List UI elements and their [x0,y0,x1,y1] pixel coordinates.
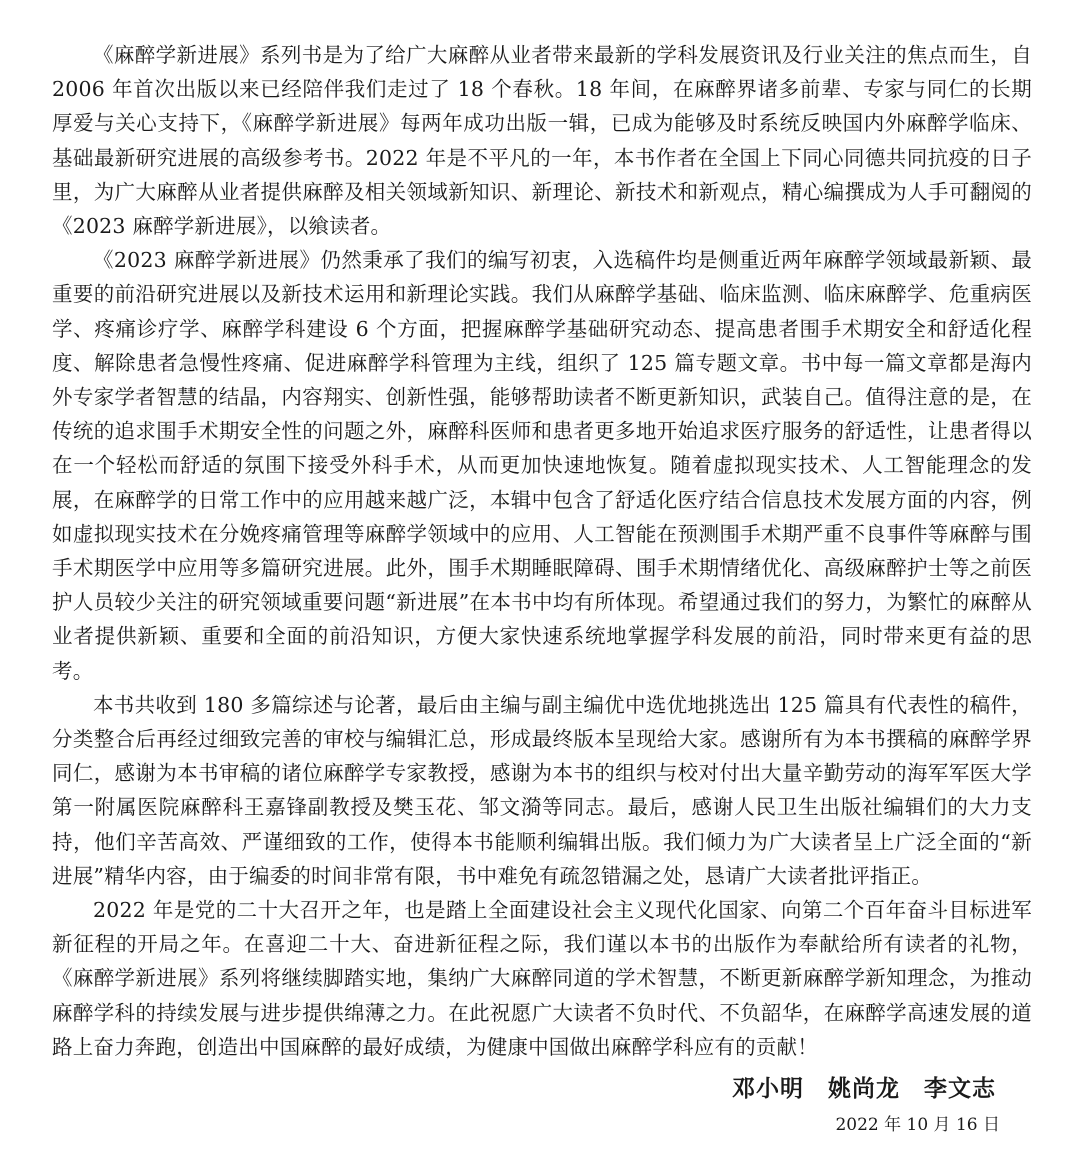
author-names: 邓小明 姚尚龙 李文志 [732,1075,996,1102]
preface-body [52,38,1032,1064]
paragraph-2: 《2023 麻醉学新进展》仍然秉承了我们的编写初衷，入选稿件均是侧重近两年麻醉学领域最新颖、最重要的前沿研究进展以及新技术运用和新理论实践。我们从麻醉学基础、临床监测、临床麻醉学、危重病医学、疼痛诊疗学、麻醉学科建设 6 个方面，把握麻醉学基础研究动态、提高患者围手术期安全和舒适化程度、解除患者急慢性疼痛、促进麻醉学科管理为主线，组织了 125 篇专题文章。书中每一篇文章都是海内外专家学者智慧的结晶，内容翔实、创新性强，能够帮助读者不断更新知识，武装自己。值得注意的是，在传统的追求围手术期安全性的问题之外，麻醉科医师和患者更多地开始追求医疗服务的舒适性，让患者得以在一个轻松而舒适的氛围下接受外科手术，从而更加快速地恢复。随着虚拟现实技术、人工智能理念的发展，在麻醉学的日常工作中的应用越来越广泛，本辑中包含了舒适化医疗结合信息技术发展方面的内容，例如虚拟现实技术在分娩疼痛管理等麻醉学领域中的应用、人工智能在预测围手术期严重不良事件等麻醉与围手术期医学中应用等多篇研究进展。此外，围手术期睡眠障碍、围手术期情绪优化、高级麻醉护士等之前医护人员较少关注的研究领域重要问题“新进展”在本书中均有所体现。希望通过我们的努力，为繁忙的麻醉从业者提供新颖、重要和全面的前沿知识，方便大家快速系统地掌握学科发展的前沿，同时带来更有益的思考。 [52,248,1032,683]
paragraph-1: 《麻醉学新进展》系列书是为了给广大麻醉从业者带来最新的学科发展资讯及行业关注的焦点而生，自 2006 年首次出版以来已经陪伴我们走过了 18 个春秋。18 年间，在麻醉界诸多前辈、专家与同仁的长期厚爱与关心支持下，《麻醉学新进展》每两年成功出版一辑，已成为能够及时系统反映国内外麻醉学临床、基础最新研究进展的高级参考书。2022 年是不平凡的一年，本书作者在全国上下同心同德共同抗疫的日子里，为广大麻醉从业者提供麻醉及相关领域新知识、新理论、新技术和新观点，精心编撰成为人手可翻阅的《2023 麻醉学新进展》，以飨读者。 [52,43,1032,239]
signature-block [732,1072,1000,1140]
signature-date: 2022 年 10 月 16 日 [835,1115,1000,1135]
paragraph-4: 2022 年是党的二十大召开之年，也是踏上全面建设社会主义现代化国家、向第二个百年奋斗目标进军新征程的开局之年。在喜迎二十大、奋进新征程之际，我们谨以本书的出版作为奉献给所有读者的礼物，《麻醉学新进展》系列将继续脚踏实地，集纳广大麻醉同道的学术智慧，不断更新麻醉学新知理念，为推动麻醉学科的持续发展与进步提供绵薄之力。在此祝愿广大读者不负时代、不负韶华，在麻醉学高速发展的道路上奋力奔跑，创造出中国麻醉的最好成绩，为健康中国做出麻醉学科应有的贡献！ [52,898,1032,1059]
paragraph-3: 本书共收到 180 多篇综述与论著，最后由主编与副主编优中选优地挑选出 125 篇具有代表性的稿件，分类整合后再经过细致完善的审校与编辑汇总，形成最终版本呈现给大家。感谢所有为本书撰稿的麻醉学界同仁，感谢为本书审稿的诸位麻醉学专家教授，感谢为本书的组织与校对付出大量辛勤劳动的海军军医大学第一附属医院麻醉科王嘉锋副教授及樊玉花、邹文漪等同志。最后，感谢人民卫生出版社编辑们的大力支持，他们辛苦高效、严谨细致的工作，使得本书能顺利编辑出版。我们倾力为广大读者呈上广泛全面的“新进展”精华内容，由于编委的时间非常有限，书中难免有疏忽错漏之处，恳请广大读者批评指正。 [52,692,1032,888]
